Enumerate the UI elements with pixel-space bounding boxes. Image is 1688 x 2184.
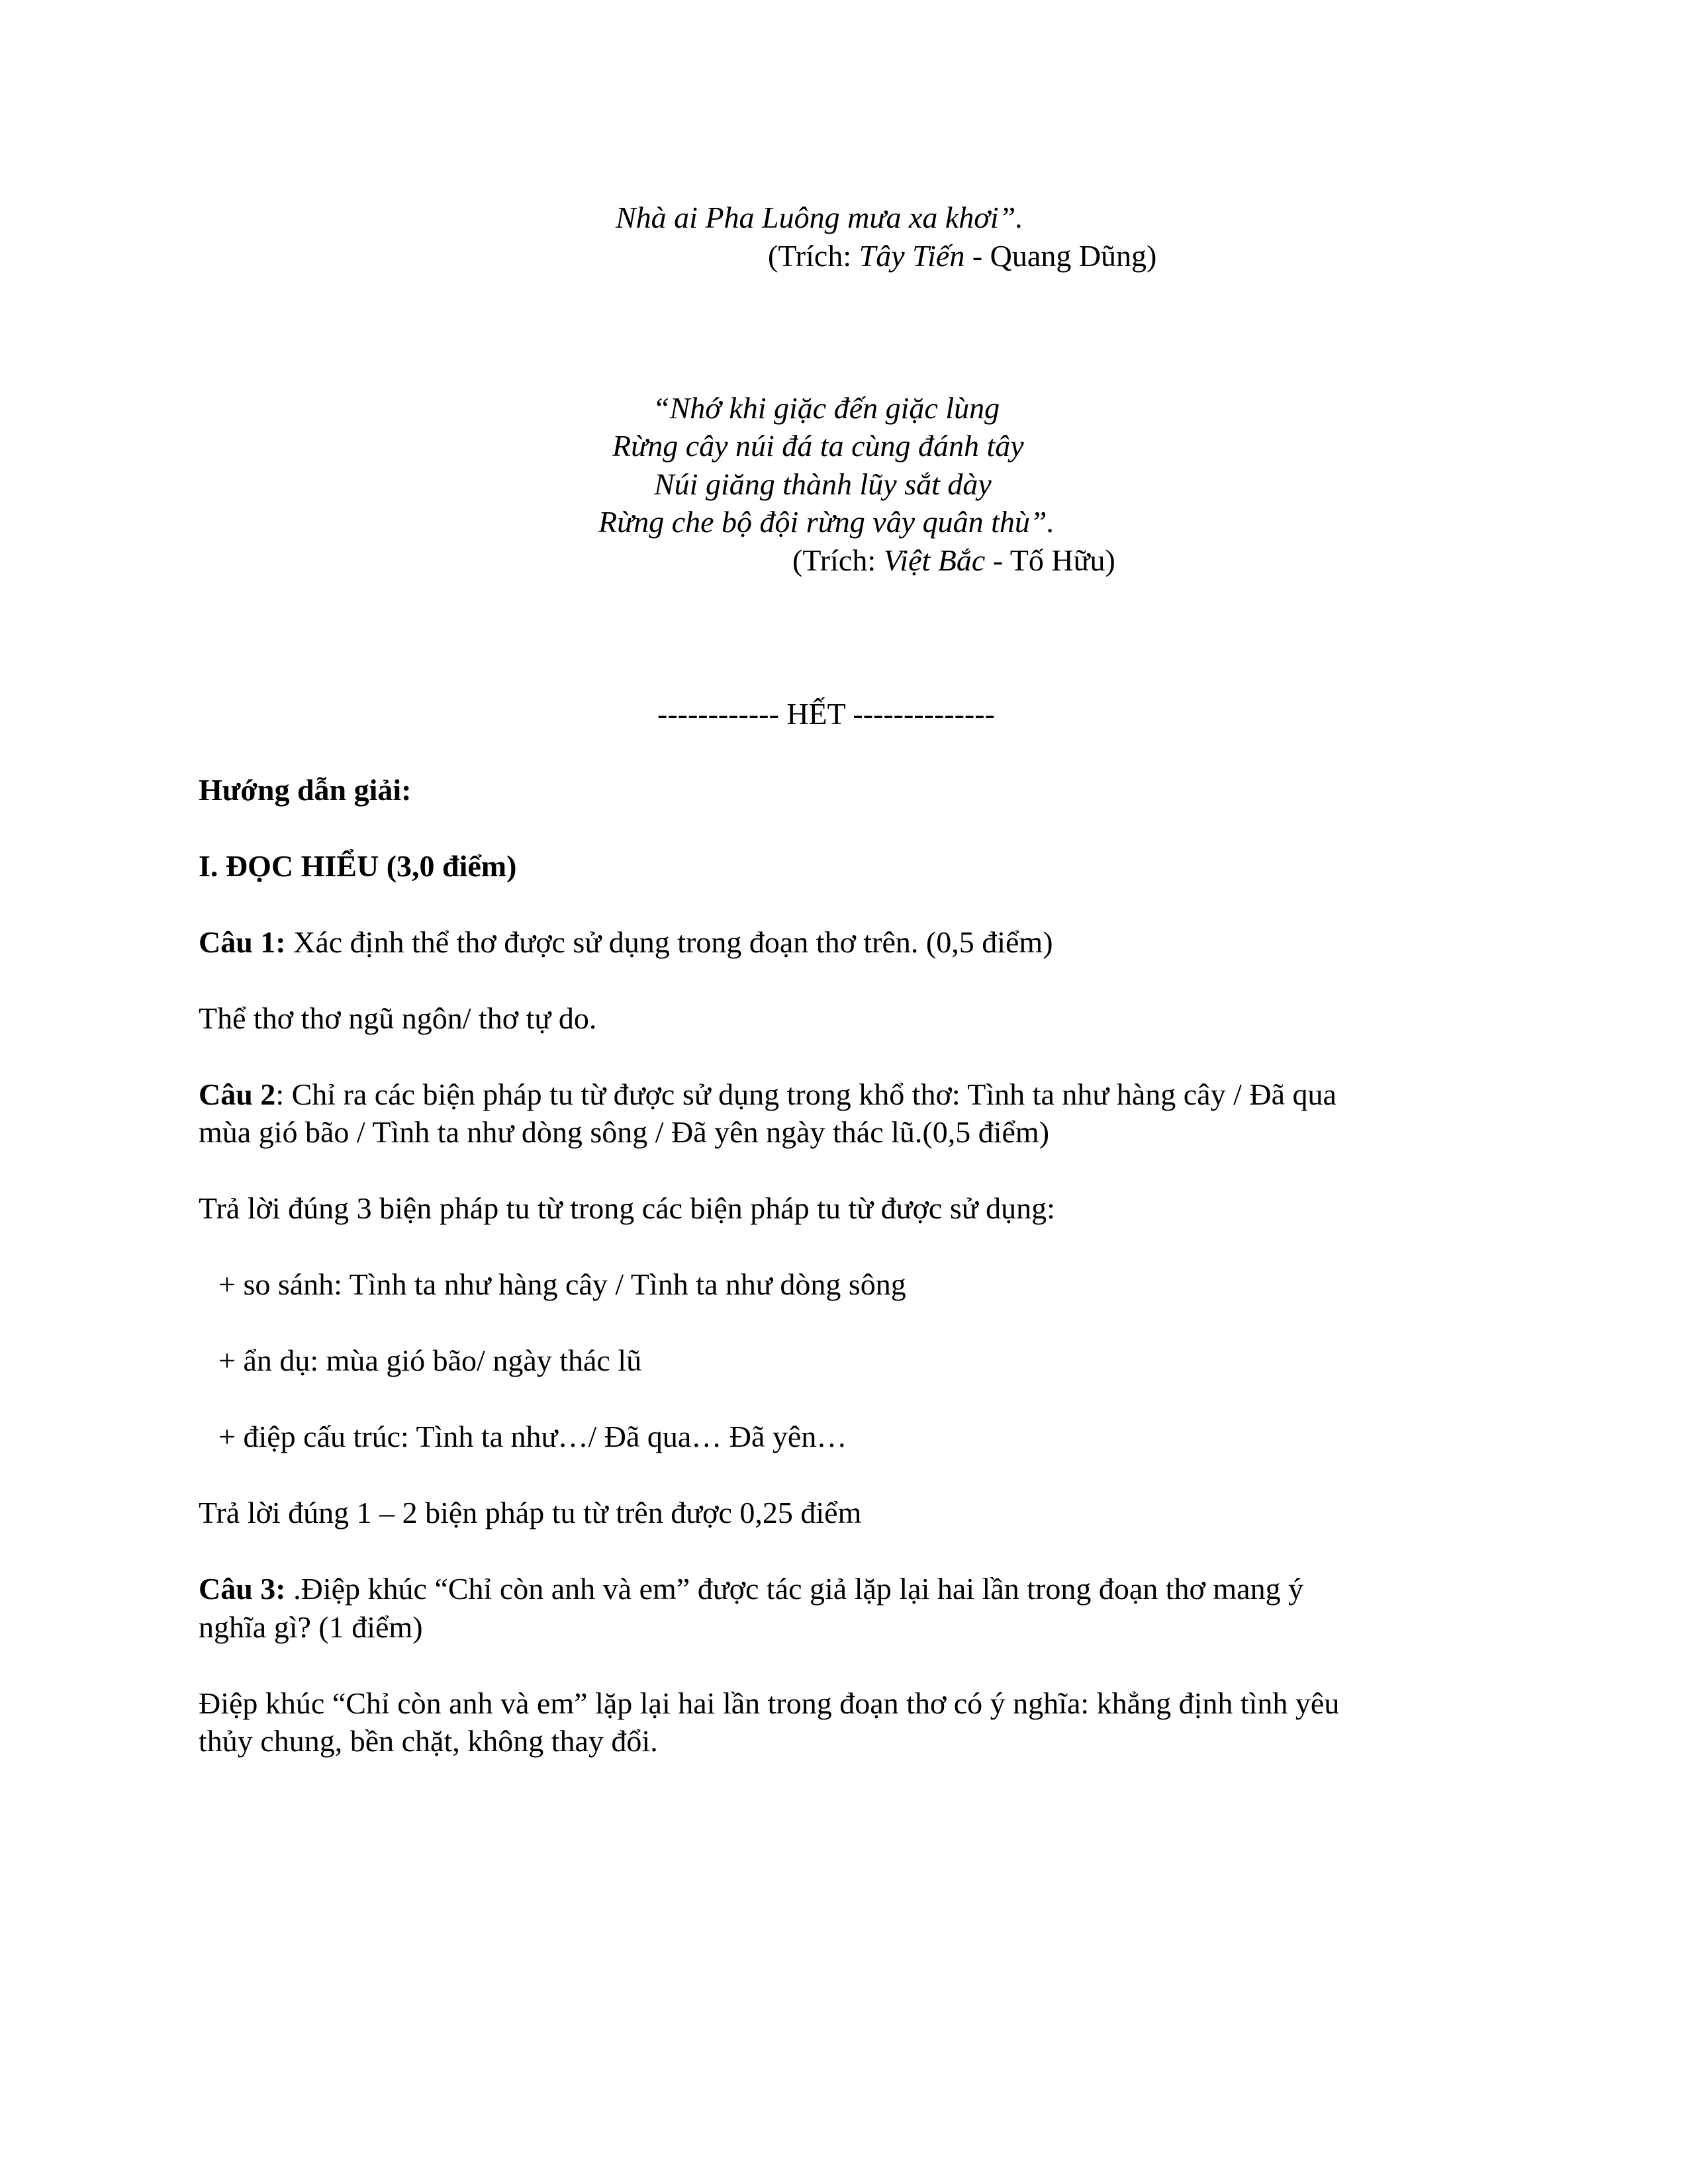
answer-2-item: + so sánh: Tình ta như hàng cây / Tình ta như dòng sông	[218, 1267, 906, 1301]
citation-prefix: (Trích:	[768, 239, 859, 273]
answer-2-intro: Trả lời đúng 3 biện pháp tu từ trong các biện pháp tu từ được sử dụng:	[199, 1191, 1055, 1225]
poem2-line-2: Rừng cây núi đá ta cùng đánh tây	[612, 429, 1024, 463]
poem2-citation	[792, 541, 1115, 580]
answer-1: Thể thơ thơ ngũ ngôn/ thơ tự do.	[199, 1001, 597, 1035]
answer-2-item: + điệp cấu trúc: Tình ta như…/ Đã qua… Đã yên…	[218, 1420, 847, 1453]
question-2-line-2: mùa gió bão / Tình ta như dòng sông / Đã yên ngày thác lũ.(0,5 điểm)	[199, 1115, 1050, 1149]
citation-work: Việt Bắc	[883, 543, 986, 577]
question-3-line-1	[199, 1570, 1303, 1608]
question-2-line-1	[199, 1075, 1336, 1114]
poem1-citation	[768, 237, 1156, 275]
question-1-label: Câu 1:	[199, 925, 286, 959]
question-3-line-2: nghĩa gì? (1 điểm)	[199, 1610, 423, 1644]
section-title: I. ĐỌC HIỂU (3,0 điểm)	[199, 849, 517, 883]
question-1-text: Xác định thể thơ được sử dụng trong đoạn thơ trên. (0,5 điểm)	[285, 925, 1053, 959]
question-2-text: : Chỉ ra các biện pháp tu từ được sử dụng trong khổ thơ: Tình ta như hàng cây / Đã qua	[275, 1077, 1336, 1111]
end-marker: ------------ HẾT --------------	[657, 697, 995, 731]
answer-3-line-1: Điệp khúc “Chỉ còn anh và em” lặp lại hai lần trong đoạn thơ có ý nghĩa: khẳng định tình yêu	[199, 1686, 1340, 1720]
poem2-line-3: Núi giăng thành lũy sắt dày	[654, 467, 992, 501]
citation-prefix: (Trích:	[792, 543, 884, 577]
poem1-last-line: Nhà ai Pha Luông mưa xa khơi”.	[616, 201, 1023, 234]
question-1	[199, 923, 1053, 962]
poem2-line-1: “Nhớ khi giặc đến giặc lùng	[653, 391, 1000, 425]
question-2-label: Câu 2	[199, 1077, 276, 1111]
citation-suffix: - Quang Dũng)	[964, 239, 1157, 273]
citation-suffix: - Tố Hữu)	[985, 543, 1115, 577]
question-3-label: Câu 3:	[199, 1572, 286, 1606]
question-3-text: .Điệp khúc “Chỉ còn anh và em” được tác giả lặp lại hai lần trong đoạn thơ mang ý	[285, 1572, 1304, 1606]
answer-2-item: + ẩn dụ: mùa gió bão/ ngày thác lũ	[218, 1343, 642, 1377]
answer-3-line-2: thủy chung, bền chặt, không thay đổi.	[199, 1724, 658, 1758]
poem2-line-4: Rừng che bộ đội rừng vây quân thù”.	[598, 505, 1055, 539]
answer-2-partial: Trả lời đúng 1 – 2 biện pháp tu từ trên được 0,25 điểm	[199, 1496, 862, 1529]
citation-work: Tây Tiến	[859, 239, 965, 273]
guide-heading: Hướng dẫn giải:	[199, 773, 412, 807]
